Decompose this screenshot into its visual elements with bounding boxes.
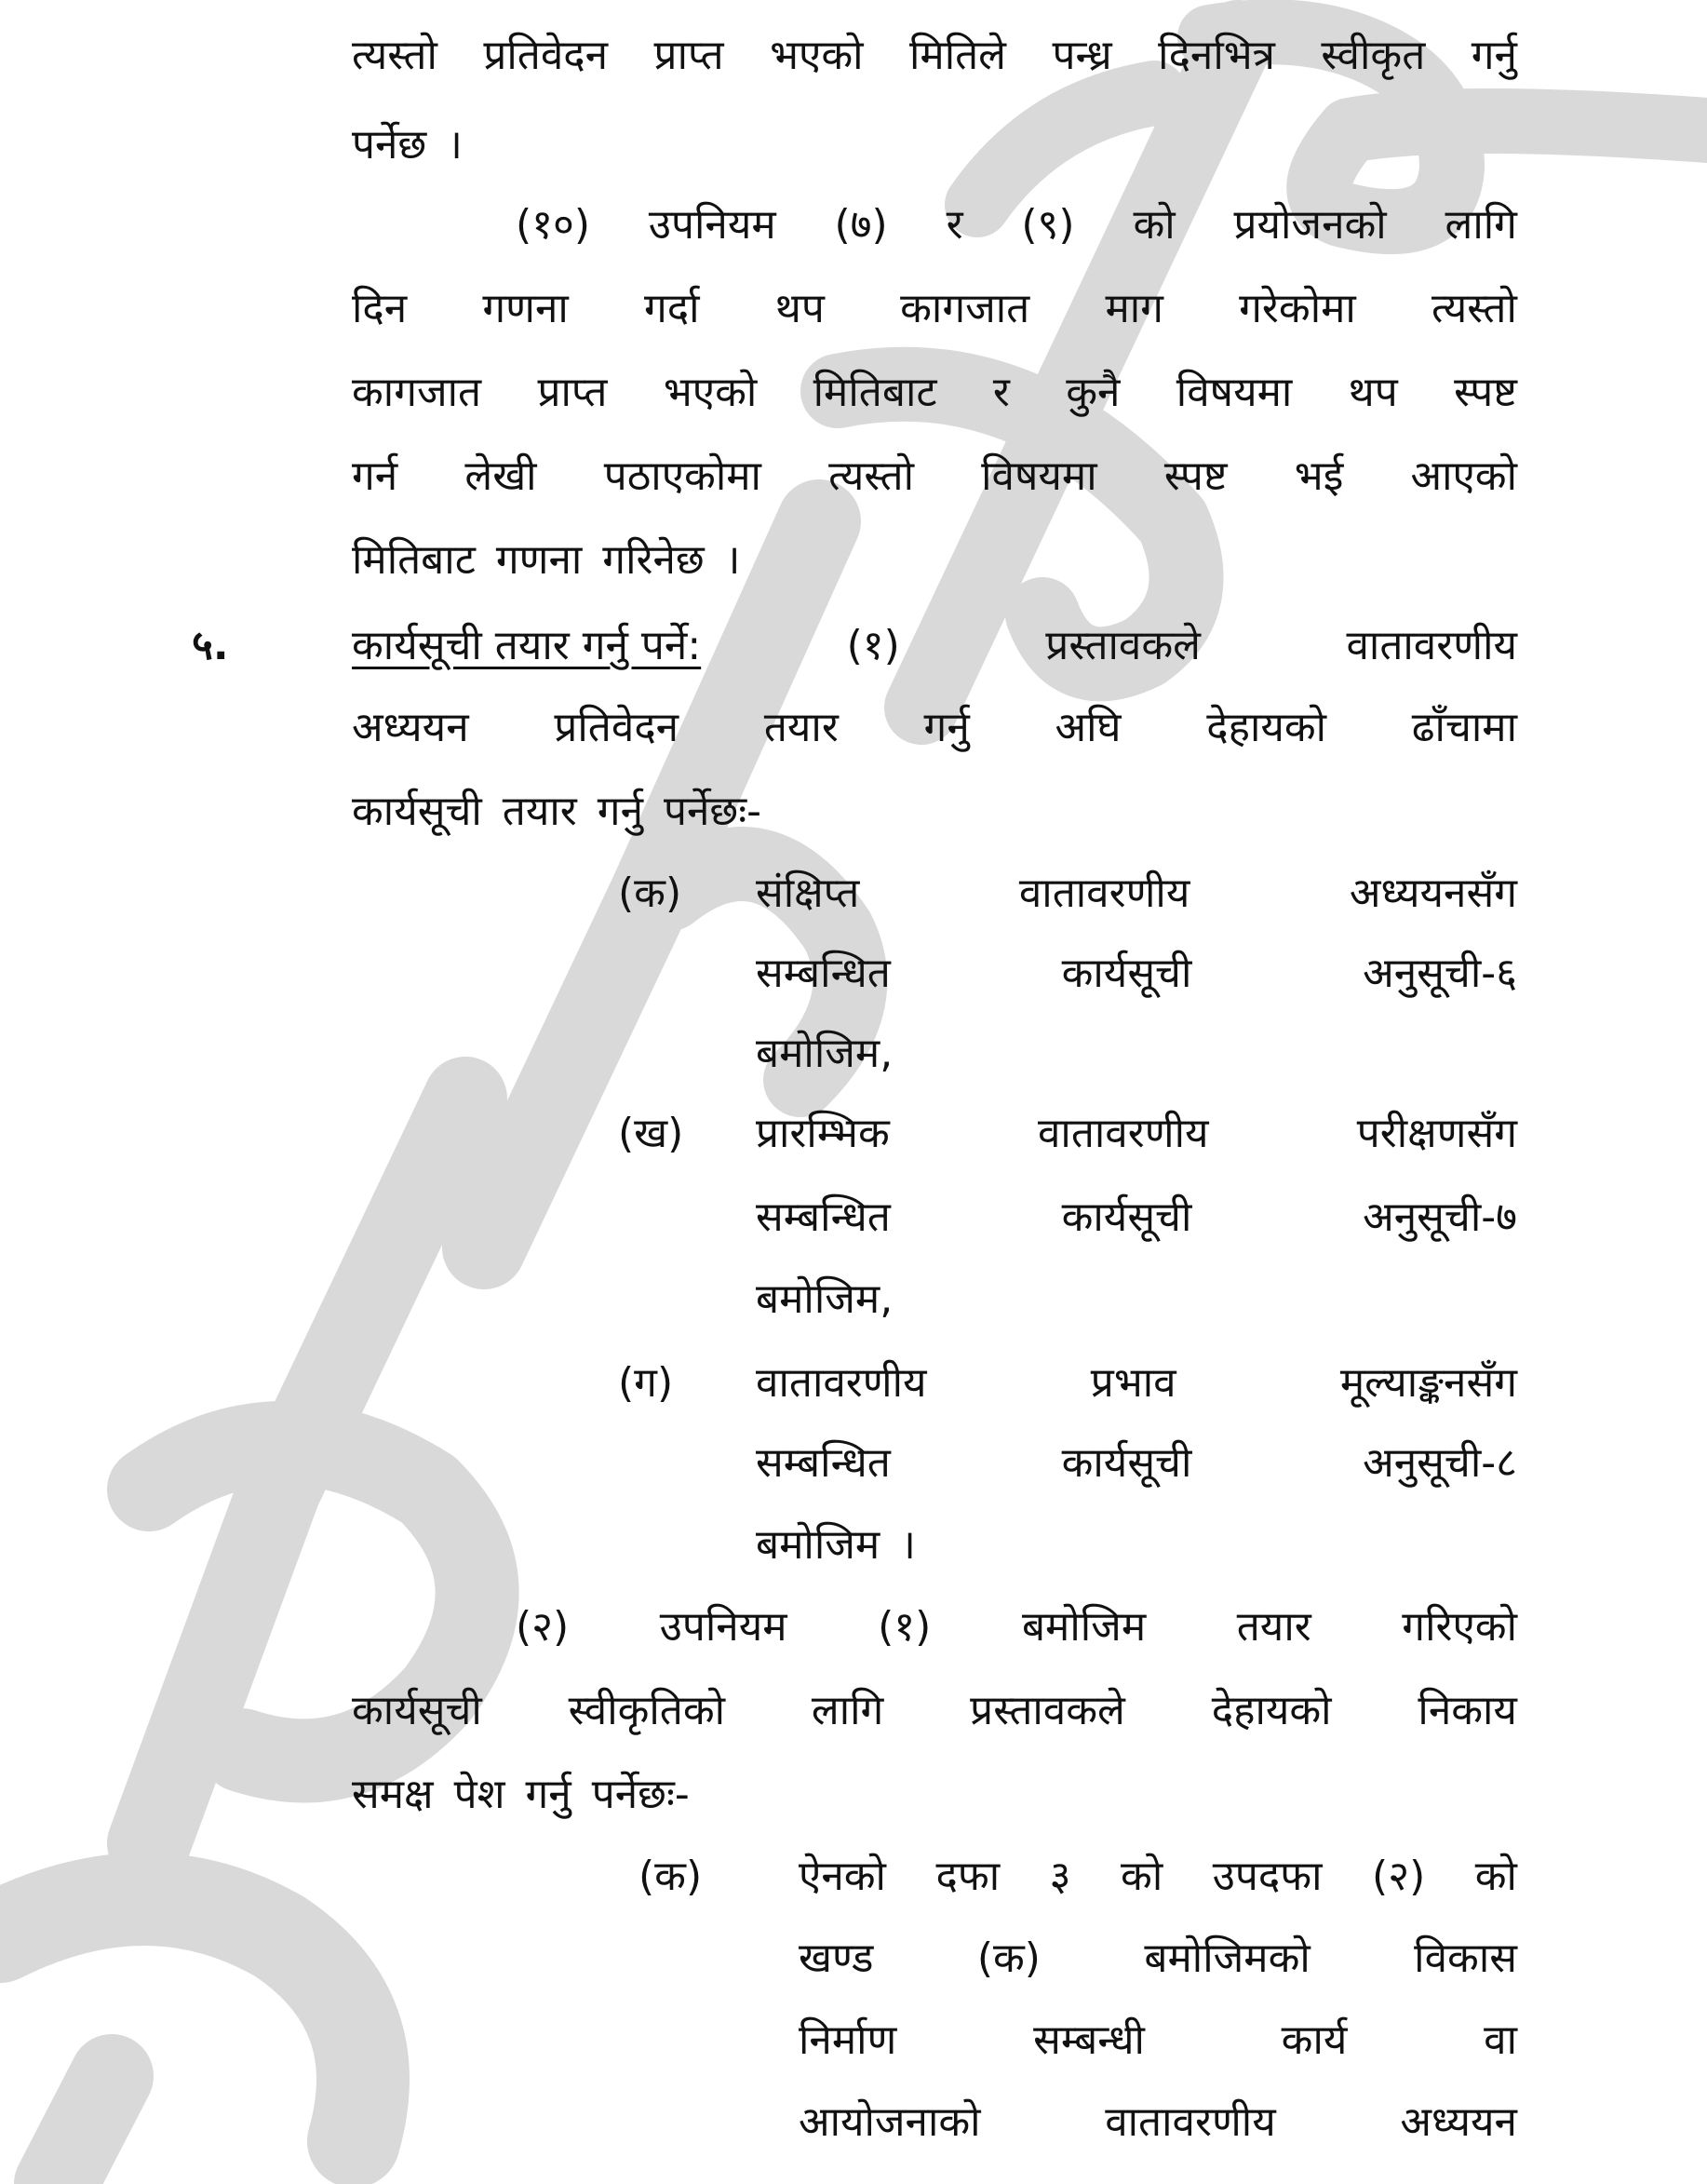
word: वातावरणीय	[1037, 1110, 1209, 1157]
word: को	[1121, 1853, 1163, 1900]
word: तयार	[1236, 1603, 1311, 1651]
word: ऐनको	[799, 1853, 886, 1900]
word: गर्नु	[525, 1771, 571, 1818]
text-line	[516, 197, 1517, 253]
word: सम्बन्धित	[756, 1193, 891, 1241]
word: (९)	[1021, 201, 1075, 249]
word: (१)	[878, 1603, 932, 1651]
word: प्रभाव	[1090, 1359, 1176, 1407]
text-line	[756, 1190, 1517, 1246]
word: तयार	[502, 788, 577, 835]
word: माग	[1105, 285, 1163, 332]
word: को	[1474, 1853, 1517, 1900]
word: गर्नु	[923, 704, 970, 751]
word: ३	[1049, 1853, 1071, 1900]
word: अघि	[1055, 704, 1122, 751]
word: (७)	[834, 201, 888, 249]
word: अध्ययन	[352, 704, 469, 751]
text-line	[352, 533, 1517, 588]
word: थप	[774, 285, 825, 332]
word: वातावरणीय	[1346, 622, 1517, 669]
word: र	[946, 201, 963, 249]
word: वा	[1484, 2016, 1517, 2064]
word: त्यस्तो	[352, 32, 437, 79]
word: स्पष्ट	[1454, 369, 1517, 416]
word: सम्बन्धित	[756, 950, 891, 997]
text-line	[352, 28, 1517, 84]
word: भई	[1294, 452, 1344, 500]
word: गर्नु	[1471, 32, 1517, 79]
word: कार्यसूची	[352, 1687, 482, 1734]
word: पर्नेछः-	[664, 788, 762, 835]
word: प्राप्त	[653, 32, 724, 79]
word: देहायको	[1211, 1687, 1332, 1734]
text-line	[756, 1106, 1517, 1162]
word: प्राप्त	[537, 369, 608, 416]
word: त्यस्तो	[828, 452, 914, 500]
word: देहायको	[1206, 704, 1327, 751]
word: बमोजिमको	[1144, 1935, 1310, 1982]
word: गणना	[482, 285, 569, 332]
word: मूल्याङ्कनसँग	[1339, 1359, 1517, 1407]
text-line	[799, 1931, 1517, 1987]
word: उपदफा	[1212, 1853, 1323, 1900]
word: को	[1133, 201, 1176, 249]
word: प्रतिवेदन	[554, 704, 679, 751]
word: मितिले	[908, 32, 1007, 79]
word: पर्नेछः-	[591, 1771, 690, 1818]
word: लागि	[811, 1687, 884, 1734]
word: मितिबाट	[352, 536, 476, 584]
word: गरेकोमा	[1239, 285, 1356, 332]
word: बमोजिम,	[756, 1030, 894, 1077]
section-heading: कार्यसूची तयार गर्नु पर्ने:	[352, 622, 702, 669]
word: ।	[447, 121, 463, 169]
text-line	[756, 946, 1517, 1002]
text-line	[352, 365, 1517, 421]
word: आएको	[1410, 452, 1517, 500]
word: प्रारम्भिक	[756, 1110, 890, 1157]
text-line	[799, 1849, 1517, 1905]
text-line	[756, 1436, 1517, 1491]
text-line	[352, 618, 1517, 674]
text-line	[352, 281, 1517, 337]
word: उपनियम	[648, 201, 776, 249]
word: समक्ष	[352, 1771, 434, 1818]
word: मितिबाट	[813, 369, 937, 416]
word: कार्यसूची	[1061, 950, 1192, 997]
word: सम्बन्धित	[756, 1439, 891, 1487]
word: ढाँचामा	[1411, 704, 1517, 751]
word: विकास	[1414, 1935, 1517, 1982]
word: पन्ध्र	[1052, 32, 1112, 79]
word: गर्दा	[644, 285, 700, 332]
word: परीक्षणसँग	[1356, 1110, 1517, 1157]
word: त्यस्तो	[1431, 285, 1517, 332]
text-line	[352, 1683, 1517, 1739]
text-line	[756, 1355, 1517, 1411]
text-line	[352, 784, 1517, 840]
word: गरिनेछ	[602, 536, 705, 584]
word: थप	[1348, 369, 1398, 416]
word: कार्यसूची	[1061, 1193, 1192, 1241]
word: लेखी	[464, 452, 537, 500]
word: अध्ययनसँग	[1349, 870, 1517, 917]
list-item-label: (क)	[618, 870, 682, 917]
word: खण्ड	[799, 1935, 874, 1982]
word: र	[992, 369, 1010, 416]
word: दिनभित्र	[1158, 32, 1275, 79]
word: गणना	[495, 536, 583, 584]
word: प्रयोजनको	[1233, 201, 1387, 249]
word: स्वीकृत	[1321, 32, 1426, 79]
word: (क)	[976, 1935, 1041, 1982]
word: निकाय	[1418, 1687, 1517, 1734]
word: कार्य	[1281, 2016, 1348, 2064]
list-item-label: (ख)	[618, 1110, 684, 1157]
word: (२)	[516, 1603, 570, 1651]
word: अनुसूची-७	[1363, 1193, 1517, 1241]
word: कार्यसूची	[1061, 1439, 1192, 1487]
word: लागि	[1445, 201, 1517, 249]
text-line	[352, 449, 1517, 505]
word: अनुसूची-६	[1363, 950, 1517, 997]
text-line	[352, 117, 1517, 173]
text-line	[799, 2095, 1517, 2150]
word: (२)	[1372, 1853, 1426, 1900]
word: आयोजनाको	[799, 2098, 981, 2146]
word: गर्नु	[597, 788, 643, 835]
word: दफा	[935, 1853, 1001, 1900]
word: वातावरणीय	[756, 1359, 927, 1407]
word: गरिएको	[1402, 1603, 1517, 1651]
word: बमोजिम	[1021, 1603, 1147, 1651]
word: कागजात	[900, 285, 1030, 332]
list-item-label: (ग)	[618, 1359, 674, 1407]
word: तयार	[763, 704, 839, 751]
word: भएको	[663, 369, 758, 416]
text-line	[756, 1026, 1517, 1082]
word: अध्ययन	[1400, 2098, 1517, 2146]
section-number: ५.	[192, 622, 229, 669]
word: वातावरणीय	[1018, 870, 1190, 917]
text-line	[352, 700, 1517, 756]
word: प्रस्तावकले	[970, 1687, 1125, 1734]
word: संक्षिप्त	[756, 870, 860, 917]
word: (१०)	[516, 201, 591, 249]
word: निर्माण	[799, 2016, 897, 2064]
word: वातावरणीय	[1105, 2098, 1276, 2146]
word: अनुसूची-८	[1363, 1439, 1517, 1487]
text-line	[756, 866, 1517, 922]
word: कार्यसूची	[352, 788, 482, 835]
word: स्वीकृतिको	[568, 1687, 726, 1734]
word: विषयमा	[1176, 369, 1293, 416]
text-line	[756, 1517, 1517, 1573]
list-item-label: (क)	[638, 1853, 703, 1900]
word: प्रतिवेदन	[483, 32, 609, 79]
word: सम्बन्धी	[1033, 2016, 1145, 2064]
text-line	[352, 1767, 1517, 1823]
word: बमोजिम,	[756, 1275, 894, 1323]
word: (१)	[846, 622, 900, 669]
text-line	[516, 1599, 1517, 1655]
word: कुनै	[1066, 369, 1121, 416]
word: पर्नेछ	[352, 121, 427, 169]
word: स्पष्ट	[1163, 452, 1228, 500]
word: कागजात	[352, 369, 482, 416]
text-line	[756, 1272, 1517, 1328]
word: दिन	[352, 285, 408, 332]
word: ।	[900, 1521, 916, 1569]
word: गर्न	[352, 452, 398, 500]
word: प्रस्तावकले	[1045, 622, 1202, 669]
word: ।	[724, 536, 741, 584]
word: पेश	[453, 1771, 505, 1818]
word: भएको	[770, 32, 864, 79]
word: विषयमा	[981, 452, 1097, 500]
word: उपनियम	[659, 1603, 787, 1651]
word: बमोजिम	[756, 1521, 880, 1569]
word: पठाएकोमा	[603, 452, 761, 500]
text-line	[799, 2013, 1517, 2069]
